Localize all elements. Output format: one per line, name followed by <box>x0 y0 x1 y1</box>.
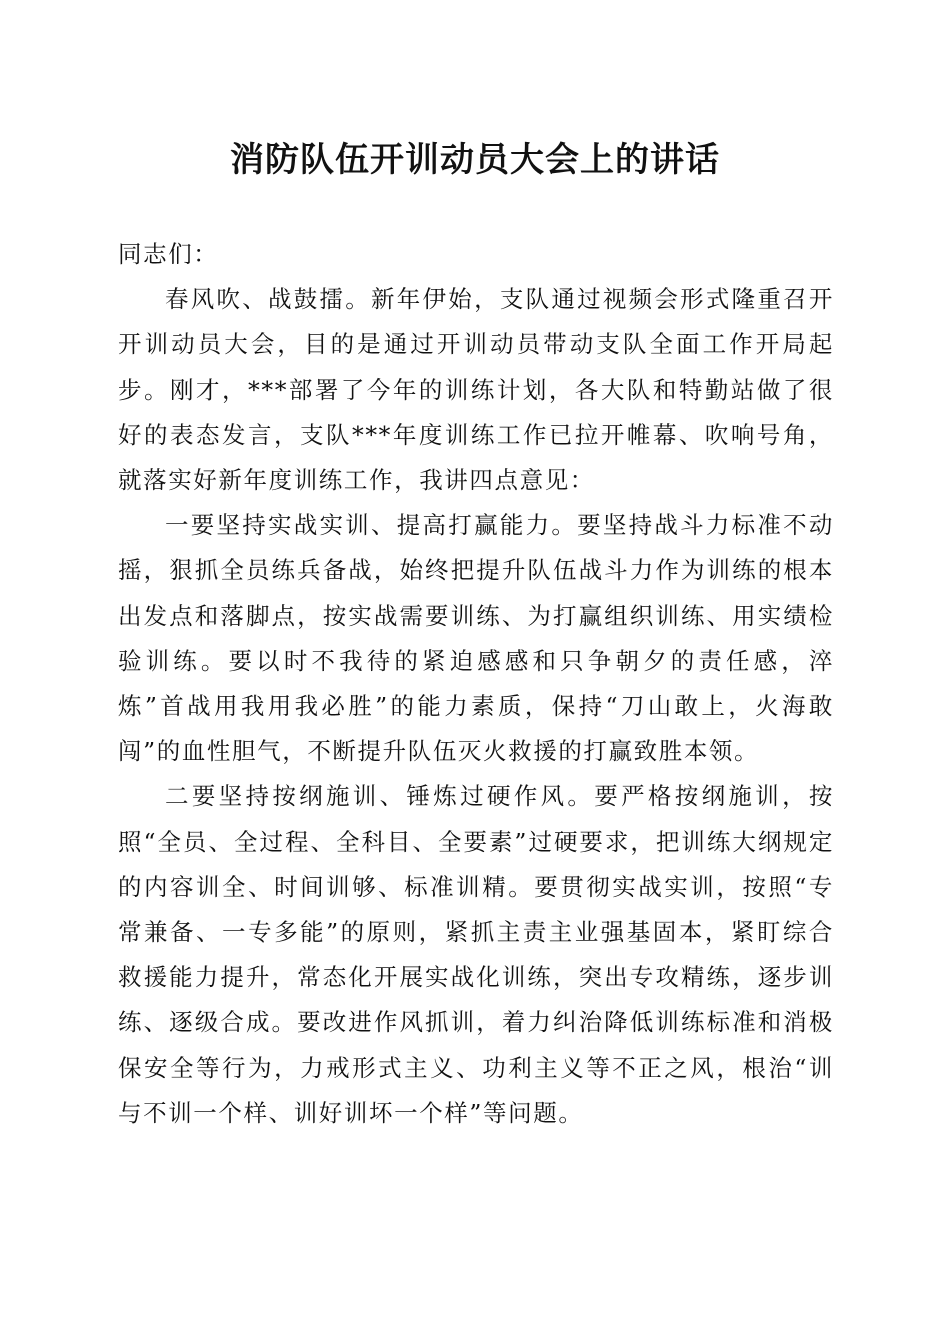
salutation: 同志们： <box>118 240 219 268</box>
document-title: 消防队伍开训动员大会上的讲话 <box>230 140 720 180</box>
paragraph-point-one: 一要坚持实战实训、提高打赢能力。要坚持战斗力标准不动摇，狠抓全员练兵备战，始终把提升队伍战斗力作为训练的根本出发点和落脚点，按实战需要训练、为打赢组织训练、用实绩检验训练。要以时不我待的紧迫感感和只争朝夕的责任感，淬炼”首战用我用我必胜”的能力素质，保持“刀山敢上，火海敢闯”的血性胆气，不断提升队伍灭火救援的打赢致胜本领。 <box>118 511 834 766</box>
document-body <box>118 232 834 1136</box>
paragraph-intro: 春风吹、战鼓擂。新年伊始，支队通过视频会形式隆重召开开训动员大会，目的是通过开训动员带动支队全面工作开局起步。刚才，***部署了今年的训练计划，各大队和特勤站做了很好的表态发言，支队***年度训练工作已拉开帷幕、吹响号角，就落实好新年度训练工作，我讲四点意见： <box>118 285 834 495</box>
paragraph-point-two: 二要坚持按纲施训、锤炼过硬作风。要严格按纲施训，按照“全员、全过程、全科目、全要素”过硬要求，把训练大纲规定的内容训全、时间训够、标准训精。要贯彻实战实训，按照“专常兼备、一专多能”的原则，紧抓主责主业强基固本，紧盯综合救援能力提升，常态化开展实战化训练，突出专攻精练，逐步训练、逐级合成。要改进作风抓训，着力纠治降低训练标准和消极保安全等行为，力戒形式主义、功利主义等不正之风，根治“训与不训一个样、训好训坏一个样”等问题。 <box>118 782 834 1127</box>
